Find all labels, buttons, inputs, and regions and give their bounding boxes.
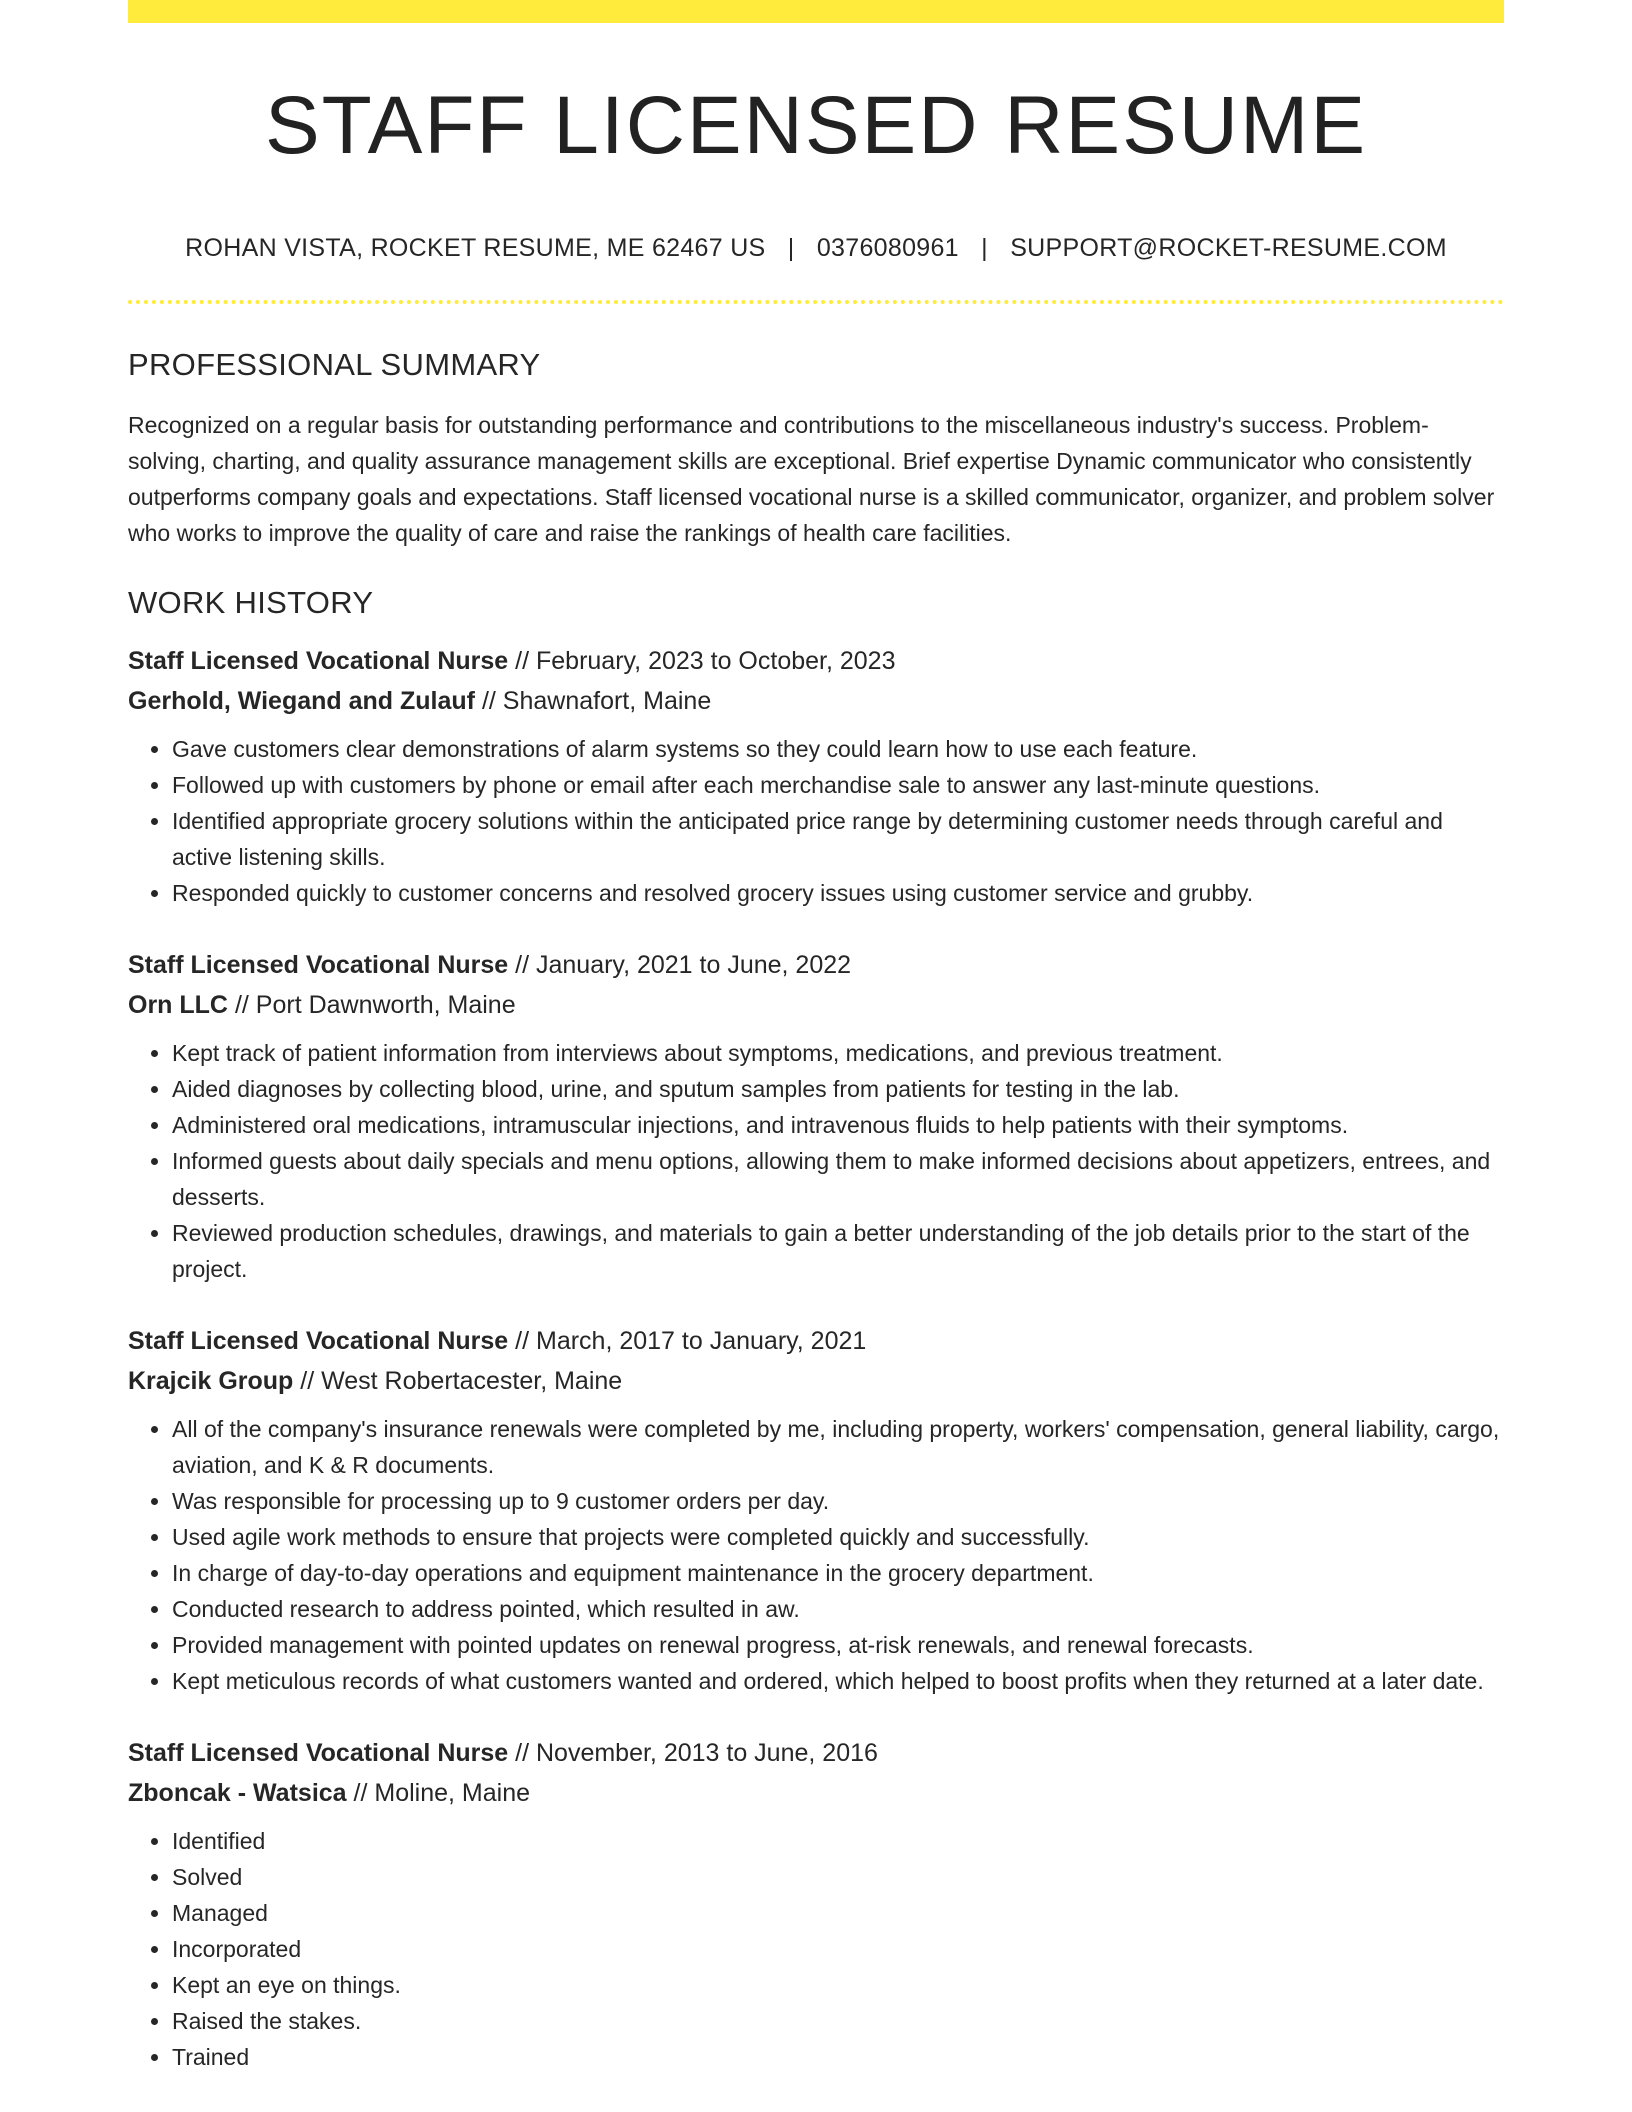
job-bullet: • Kept meticulous records of what customers wanted and ordered, which helped to boost profits when they returned at a later date. (172, 1663, 1504, 1699)
job-employer-line (128, 681, 1504, 721)
job-employer: Orn LLC (128, 991, 228, 1020)
job-location: // Shawnafort, Maine (481, 687, 712, 716)
job-entry (128, 945, 1504, 1287)
job-dates: // January, 2021 to June, 2022 (515, 951, 852, 980)
job-title: Staff Licensed Vocational Nurse (128, 1327, 509, 1356)
contact-email: SUPPORT@ROCKET-RESUME.COM (1010, 234, 1447, 262)
job-bullet-list (128, 731, 1504, 911)
resume-title: STAFF LICENSED RESUME (264, 80, 1368, 171)
contact-phone: 0376080961 (816, 234, 959, 262)
job-employer: Gerhold, Wiegand and Zulauf (128, 687, 475, 716)
job-dates: // March, 2017 to January, 2021 (515, 1327, 867, 1356)
job-bullet-list (128, 1411, 1504, 1699)
job-location: // West Robertacester, Maine (300, 1367, 623, 1396)
job-bullet: • Provided management with pointed updates on renewal progress, at-risk renewals, and renewal forecasts. (172, 1627, 1504, 1663)
job-bullet: • Identified appropriate grocery solutions within the anticipated price range by determining customer needs through careful and active listening skills. (172, 803, 1504, 875)
job-title: Staff Licensed Vocational Nurse (128, 951, 509, 980)
job-bullet: • Kept track of patient information from interviews about symptoms, medications, and previous treatment. (172, 1035, 1504, 1071)
job-bullet: • Conducted research to address pointed, which resulted in aw. (172, 1591, 1504, 1627)
work-history-heading: WORK HISTORY (128, 585, 374, 621)
contact-separator: | (787, 234, 795, 262)
summary-heading: PROFESSIONAL SUMMARY (128, 347, 541, 382)
job-title: Staff Licensed Vocational Nurse (128, 1739, 509, 1768)
job-bullet: • Administered oral medications, intramuscular injections, and intravenous fluids to help patients with their symptoms. (172, 1107, 1504, 1143)
job-bullet: • In charge of day-to-day operations and equipment maintenance in the grocery department. (172, 1555, 1504, 1591)
summary-text: Recognized on a regular basis for outstanding performance and contributions to the miscellaneous industry's success. Problem-solving, charting, and quality assurance management skills are exceptional. Brief expertise Dynamic communicator who consistently outperforms company goals and expectations. Staff licensed vocational nurse is a skilled communicator, organizer, and problem solver who works to improve the quality of care and raise the rankings of health care facilities. (128, 412, 1495, 547)
job-bullet: • Gave customers clear demonstrations of alarm systems so they could learn how to use each feature. (172, 731, 1504, 767)
job-bullet: • Managed (172, 1895, 1504, 1931)
job-title: Staff Licensed Vocational Nurse (128, 647, 509, 676)
top-accent-bar (128, 0, 1504, 23)
job-bullet: • All of the company's insurance renewals were completed by me, including property, workers' compensation, general liability, cargo, aviation, and K & R documents. (172, 1411, 1504, 1483)
job-dates: // February, 2023 to October, 2023 (515, 647, 896, 676)
job-bullet: • Raised the stakes. (172, 2003, 1504, 2039)
job-bullet: • Responded quickly to customer concerns and resolved grocery issues using customer service and grubby. (172, 875, 1504, 911)
job-location: // Port Dawnworth, Maine (234, 991, 516, 1020)
contact-address: ROHAN VISTA, ROCKET RESUME, ME 62467 US (185, 234, 766, 262)
job-bullet: • Trained (172, 2039, 1504, 2075)
job-bullet: • Kept an eye on things. (172, 1967, 1504, 2003)
job-bullet: • Identified (172, 1823, 1504, 1859)
job-location: // Moline, Maine (353, 1779, 530, 1808)
job-employer-line (128, 1361, 1504, 1401)
job-employer: Krajcik Group (128, 1367, 294, 1396)
header-divider (128, 300, 1504, 304)
job-bullet-list (128, 1035, 1504, 1287)
job-title-line (128, 945, 1504, 985)
job-entry (128, 1321, 1504, 1699)
job-employer: Zboncak - Watsica (128, 1779, 347, 1808)
job-bullet-list (128, 1823, 1504, 2075)
job-bullet: • Solved (172, 1859, 1504, 1895)
job-bullet: • Informed guests about daily specials and menu options, allowing them to make informed decisions about appetizers, entrees, and desserts. (172, 1143, 1504, 1215)
job-title-line (128, 1321, 1504, 1361)
job-bullet: • Followed up with customers by phone or email after each merchandise sale to answer any last-minute questions. (172, 767, 1504, 803)
job-entry (128, 1733, 1504, 2075)
contact-info (128, 233, 1504, 263)
job-bullet: • Aided diagnoses by collecting blood, urine, and sputum samples from patients for testing in the lab. (172, 1071, 1504, 1107)
job-dates: // November, 2013 to June, 2016 (515, 1739, 878, 1768)
job-employer-line (128, 985, 1504, 1025)
job-employer-line (128, 1773, 1504, 1813)
job-entry (128, 641, 1504, 911)
job-bullet: • Was responsible for processing up to 9 customer orders per day. (172, 1483, 1504, 1519)
job-bullet: • Used agile work methods to ensure that projects were completed quickly and successfully. (172, 1519, 1504, 1555)
resume-page (128, 0, 1504, 2075)
job-title-line (128, 641, 1504, 681)
job-title-line (128, 1733, 1504, 1773)
job-bullet: • Incorporated (172, 1931, 1504, 1967)
job-bullet: • Reviewed production schedules, drawings, and materials to gain a better understanding of the job details prior to the start of the project. (172, 1215, 1504, 1287)
contact-separator: | (981, 234, 988, 262)
